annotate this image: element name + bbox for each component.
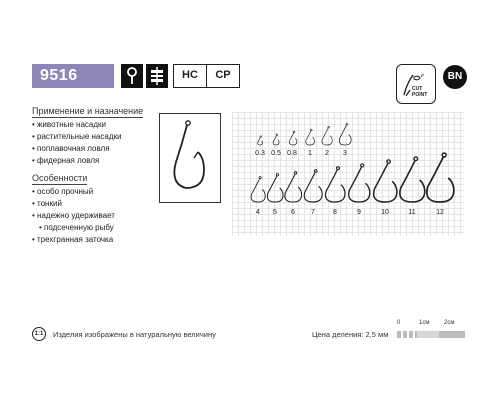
feature-item: • надежно удерживает xyxy=(32,210,115,222)
size-label: 8 xyxy=(333,209,337,216)
size-label: 5 xyxy=(273,209,277,216)
size-label: 0.8 xyxy=(287,150,297,157)
hook-icon xyxy=(306,129,315,145)
hook-icon xyxy=(339,123,351,145)
code-hc: HC xyxy=(173,64,207,88)
size-label: 12 xyxy=(436,209,444,216)
size-label: 7 xyxy=(311,209,315,216)
hook-icon xyxy=(258,136,263,145)
size-label: 11 xyxy=(408,209,416,216)
actual-size-note: Изделия изображены в натуральную величину xyxy=(53,330,216,339)
ruler-label-1cm: 1см xyxy=(419,320,430,326)
hook-icon xyxy=(267,174,283,202)
size-label: 10 xyxy=(381,209,389,216)
size-label: 9 xyxy=(357,209,361,216)
ruler-2cm-segment xyxy=(439,331,465,338)
size-label: 0.3 xyxy=(255,150,265,157)
ruler-mm-segment xyxy=(397,331,417,338)
usage-item: • поплавочная ловля xyxy=(32,143,121,155)
ruler-label-0: 0 xyxy=(397,320,401,326)
division-note: Цена деления: 2,5 мм xyxy=(312,330,389,339)
feature-item: • трехгранная заточка xyxy=(32,234,115,246)
ruler-label-2cm: 2см xyxy=(444,320,455,326)
feature-item: • тонкий xyxy=(32,198,115,210)
hook-icon xyxy=(349,164,370,202)
code-cp: CP xyxy=(206,64,240,88)
hook-icon xyxy=(285,172,302,202)
cut-label-top: CUT xyxy=(412,86,423,92)
usage-item: • растительные насадки xyxy=(32,131,121,143)
size-label: 6 xyxy=(291,209,295,216)
ruler-1cm-segment xyxy=(417,331,439,338)
usage-item: • фидерная ловля xyxy=(32,155,121,167)
scale-1-1-mark: 1:1 xyxy=(32,327,46,341)
hook-icon xyxy=(304,170,322,202)
feature-item-continued: • подсеченную рыбу xyxy=(32,222,115,234)
hook-icon xyxy=(322,126,332,145)
size-label: 3 xyxy=(343,150,347,157)
feature-item: • особо прочный xyxy=(32,186,115,198)
hook-icon xyxy=(374,160,397,202)
size-label: 2 xyxy=(325,150,329,157)
size-label: 4 xyxy=(256,209,260,216)
cut-label-bottom: POINT xyxy=(412,92,428,98)
model-number: 9516 xyxy=(32,64,114,88)
usage-heading: Применение и назначение xyxy=(32,106,144,116)
hook-icon xyxy=(325,167,344,202)
hook-icon xyxy=(251,177,265,202)
finish-badge: BN xyxy=(443,65,467,89)
hook-icon xyxy=(400,157,425,202)
size-label: 1 xyxy=(308,150,312,157)
hook-icon xyxy=(289,131,297,145)
features-heading: Особенности xyxy=(32,173,88,183)
hook-icon xyxy=(427,153,454,202)
size-label: 0.5 xyxy=(271,150,281,157)
hook-icon xyxy=(273,134,279,145)
usage-item: • живoтные насадки xyxy=(32,119,121,131)
